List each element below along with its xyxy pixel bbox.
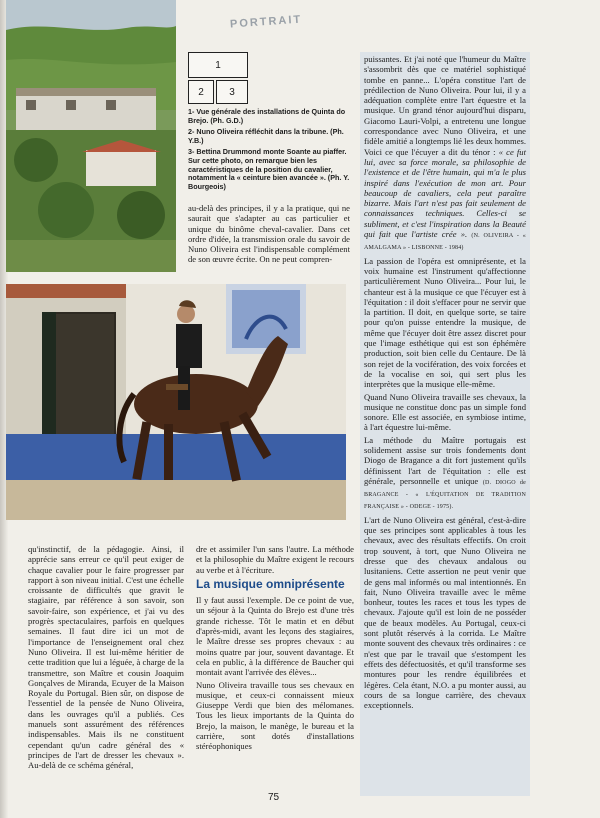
- legend-box-3: 3: [216, 80, 248, 104]
- photo-quinta-do-brejo: [6, 0, 176, 272]
- right-para-1: puissantes. Et j'ai noté que l'humeur du Maître s'assombrit dès que ce matériel sophistiqué tombe en panne... L'opéra constitue l'art de prédilection de Nuno Oliveira. Pour lui, il y a adéquation complète entre l'art équestre et la musique. Un grand ténor aujourd'hui disparu, Giacomo Lauri-Volpi, a entretenu une longue correspondance avec Nuno Oliveira, et une fidèle amitié a longtemps lié les deux hommes. Voici ce que l'écuyer a dit du ténor : « ce fut lui, avec sa force morale, sa philosophie de l'existence et de l'être humain, qui m'a le plus inspiré dans l'exécution de mon art. Pour beaucoup de cavaliers, cela peut paraître bizarre. Mais l'art n'est pas fait seulement de connaissances techniques. Celles-ci se subliment, et c'est l'inspiration dans la Beauté qui fait que l'artiste crée ». (N. OLIVEIRA - « AMALGAMA » - LISBONNE - 1984): [364, 54, 526, 252]
- photo-bettina-piaffer: [6, 284, 346, 520]
- article-column-2: [196, 544, 354, 754]
- caption-3: 3- Bettina Drummond monte Soante au piaffer. Sur cette photo, on remarque bien les caractéristiques de la position du cavalier, notamment la « ceinture bien avancée ». (Ph. Y. Bourgeois): [188, 147, 350, 191]
- column-2-para-2: Nuno Oliveira travaille tous ses chevaux en musique, et ceux-ci connaissent mieux Giuseppe Verdi que bien des mélomanes. Tous les lieux importants de la Quinta do Brejo, la maison, le manège, le bureau et la carrière, sont dotés d'installations stéréophoniques: [196, 679, 354, 752]
- column-2-para-1: Il y faut aussi l'exemple. De ce point de vue, un séjour à la Quinta do Brejo est d'une très grande richesse. Tôt le matin et en début d'après-midi, avant les leçons des stagiaires, le Maître dresse ses propres chevaux : au moins quatre par jour, souvent davantage. Et cela en public, à la différence de Baucher qui montait avant l'arrivée des élèves...: [196, 595, 354, 678]
- photo-captions: [188, 108, 350, 194]
- lauri-volpi-quote: « ce fut lui, avec sa force morale, sa philosophie de l'existence et de l'être humain, qui m'a le plus inspiré dans l'exécution de mon art. Pour beaucoup de cavaliers, cela peut paraître bizarre. Mais l'art n'est pas fait seulement de connaissances techniques. Celles-ci se subliment, et c'est l'inspiration dans la Beauté qui fait que l'artiste crée ».: [364, 146, 526, 240]
- right-para-2: La passion de l'opéra est omniprésente, et la voix humaine est l'instrument qu'affectionne particulièrement Nuno Oliveira... Pour lui, le chanteur est à la musique ce que l'écuyer est à l'équitation : il doit s'effacer pour ne servir que la partition. Il doit, en quelque sorte, se taire pour qu'on puisse entendre la musique, de même que l'écuyer doit être assez discret pour que l'image esthétique qui est son éphémère production, soit bien celle du Centaure. De là son rejet de la vocifération, des voix forcées et de la vocalise en soi, qui sert plus les interprètes que la musique elle-même.: [364, 255, 526, 390]
- page-number: 75: [268, 792, 280, 803]
- caption-2: 2- Nuno Oliveira réfléchit dans la tribune. (Ph. Y.B.): [188, 127, 344, 145]
- legend-box-1: 1: [188, 52, 248, 78]
- section-heading-musique: La musique omniprésente: [196, 576, 345, 591]
- column-2-intro: dre et assimiler l'un sans l'autre. La méthode et la philosophie du Maître exigent le recours au verbe et à l'écriture.: [196, 544, 354, 575]
- article-column-1: qu'instinctif, de la pédagogie. Ainsi, il apprécie sans erreur ce qu'il peut exiger de chaque cavalier pour le faire progresser par rapport à son niveau initial. C'est une échelle croissante de difficultés que gravit le stagiaire, par référence à son savoir, son savoir-faire, son expérience, et j'ai vu des progrès spectaculaires, parfois en quelques semaines. Il faut dire ici un mot de l'importance de l'enseignement oral chez Nuno Oliveira. Il est lui-même héritier de cette tradition que lui a léguée, à charge de la transmettre, son Maître et cousin Joaquim Gonçalves de Miranda, Ecuyer de la Maison Royale du Portugal. Bien sûr, on dispose de l'essentiel de la pensée de Nuno Oliveira, dans les ouvrages qu'il a publiés. Ces manuels sont assurément des références indispensables. Mais ils ne constituent cependant qu'un cadre général des « principes de l'art de dresser les chevaux ». Au-delà de ce schéma général,: [28, 544, 184, 771]
- right-para-5: L'art de Nuno Oliveira est général, c'est-à-dire que ses principes sont applicables à tous les chevaux, avec des résultats effectifs. On croit trop souvent, à tort, que Nuno Oliveira ne dresse que des chevaux andalous ou lusitaniens. Cette assertion ne peut venir que de gens mal informés ou mal intentionnés. En fait, Nuno Oliveira travaille avec le même bonheur, toutes les races et tous les types de chevaux. J'ajoute qu'il est loin de ne posséder que de beaux modèles. Au Portugal, ceux-ci sont plutôt réservés à la corrida. Le Maître monte souvent des chevaux très ordinaires : ce n'est que par le travail que s'estompent les effets des défectuosités, et qu'il transforme ses montures pour les rendre équilibrées et légères. Cela étant, N.O. a pu monter aussi, au cours de sa longue carrière, des chevaux exceptionnels.: [364, 514, 526, 711]
- section-rubric: PORTRAIT: [229, 13, 303, 31]
- legend-box-2: 2: [188, 80, 214, 104]
- bragance-source: (D. DIOGO de BRAGANCE - « L'ÉQUITATION DE TRADITION FRANÇAISE » - ODEGE - 1975).: [364, 479, 526, 511]
- article-column-right: [360, 52, 530, 796]
- mid-column-text: au-delà des principes, il y a la pratique, qui ne saurait que s'adapter au cas particulier et unique du binôme cheval-cavalier. Dans cet ordre d'idée, la transmission orale du savoir de Nuno Oliveira est l'indispensable complément de son œuvre écrite. On ne peut compren-: [188, 203, 350, 265]
- caption-1: 1- Vue générale des installations de Quinta do Brejo. (Ph. G.D.): [188, 107, 346, 125]
- right-para-3: Quand Nuno Oliveira travaille ses chevaux, la musique ne constitue donc pas un simple fond sonore. Elle est associée, en symbiose intime, à l'art équestre lui-même.: [364, 391, 526, 433]
- right-para-4: La méthode du Maître portugais est solidement assise sur trois fondements dont Diogo de Bragance a dit fort justement qu'ils définissent l'art de l'équitation : elle est générale, personnelle et unique (D. DIOGO de BRAGANCE - « L'ÉQUITATION DE TRADITION FRANÇAISE » - ODEGE - 1975).: [364, 434, 526, 511]
- landscape-illustration: [6, 0, 176, 272]
- rider-horse-illustration: [6, 284, 346, 520]
- quote-source: (N. OLIVEIRA - « AMALGAMA » - LISBONNE - 1984): [364, 233, 526, 252]
